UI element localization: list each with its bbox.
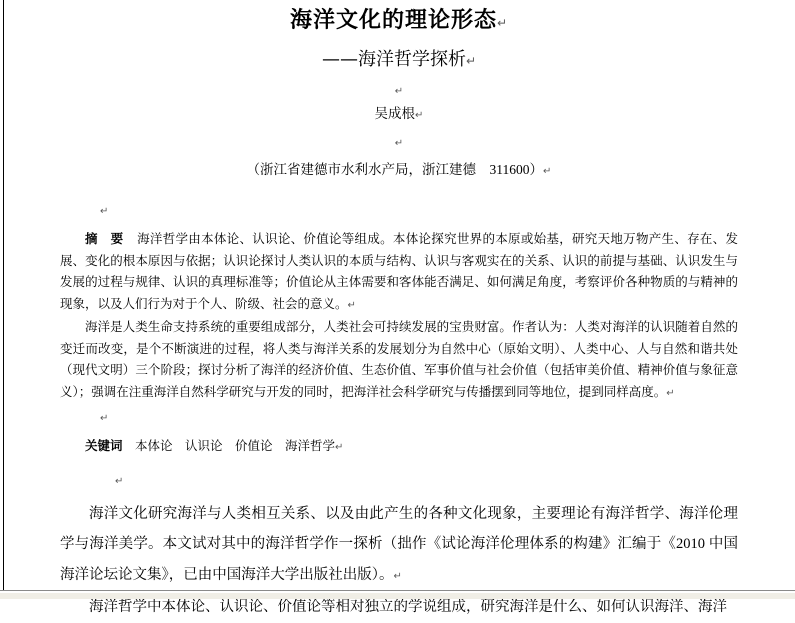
affiliation-line <box>60 161 738 181</box>
affiliation-text: （浙江省建德市水利水产局，浙江建德 311600） <box>246 162 544 177</box>
paragraph-mark-icon: ↵ <box>394 138 404 149</box>
abstract-section <box>60 229 738 405</box>
subtitle-text: ——海洋哲学探析 <box>321 49 466 70</box>
empty-paragraph <box>60 408 738 428</box>
title-text: 海洋文化的理论形态 <box>289 8 497 33</box>
body-section <box>60 499 738 623</box>
abstract-paragraph-1 <box>60 229 738 317</box>
body-text-1: 海洋文化研究海洋与人类相互关系、以及由此产生的各种文化现象，主要理论有海洋哲学、海洋伦理学与海洋美学。本文试对其中的海洋哲学作一探析（拙作《试论海洋伦理体系的构建》汇编于《2010 中国海洋论坛论文集》，已由中国海洋大学出版社出版）。 <box>60 505 738 583</box>
abstract-paragraph-2 <box>60 317 738 405</box>
paragraph-mark-icon: ↵ <box>347 300 356 312</box>
empty-paragraph <box>60 81 738 101</box>
horizontal-scrollbar[interactable] <box>0 590 795 599</box>
keywords-terms: 本体论 认识论 价值论 海洋哲学 <box>135 438 336 453</box>
paragraph-mark-icon: ↵ <box>415 110 424 121</box>
keywords-label: 关键词 <box>85 438 123 453</box>
empty-paragraph <box>60 133 738 153</box>
page-left-border <box>3 0 4 591</box>
paragraph-mark-icon: ↵ <box>335 441 344 453</box>
abstract-label: 摘 要 <box>85 232 124 246</box>
empty-paragraph <box>60 471 738 491</box>
document-subtitle <box>60 48 738 73</box>
author-name: 吴成根 <box>374 106 416 121</box>
paragraph-mark-icon: ↵ <box>666 387 675 399</box>
body-text-2: 海洋哲学中本体论、认识论、价值论等相对独立的学说组成，研究海洋是什么、如何认识海洋、海洋 <box>89 599 727 616</box>
abstract-text-2: 海洋是人类生命支持系统的重要组成部分，人类社会可持续发展的宝贵财富。作者认为：人类对海洋的认识随着自然的变迁而改变，是个不断演进的过程，将人类与海洋关系的发展划分为自然中心（原始文明）、人类中心、人与自然和谐共处（现代文明）三个阶段；探讨分析了海洋的经济价值、生态价值、军事价值与社会价值（包括审美价值、精神价值与象征意义）；强调在注重海洋自然科学研究与开发的同时，把海洋社会科学研究与传播摆到同等地位，提到同样高度。 <box>60 319 738 399</box>
scrollbar-track <box>0 591 795 593</box>
paragraph-mark-icon: ↵ <box>393 570 402 582</box>
empty-paragraph <box>60 201 738 221</box>
paragraph-mark-icon: ↵ <box>100 412 109 424</box>
paragraph-mark-icon: ↵ <box>543 166 552 177</box>
paragraph-mark-icon: ↵ <box>496 16 509 30</box>
paragraph-mark-icon: ↵ <box>465 54 477 68</box>
abstract-text-1: 海洋哲学由本体论、认识论、价值论等组成。本体论探究世界的本原或始基，研究天地万物产生、存在、发展、变化的根本原因与依据；认识论探讨人类认识的本质与结构、认识与客观实在的关系、认识的前提与基础、认识发生与发展的过程与规律、认识的真理标准等；价值论从主体需要和客体能否满足、如何满足角度，考察评价各种物质的与精神的现象，以及人们行为对于个人、阶级、社会的意义。 <box>60 232 738 312</box>
document-title <box>60 6 738 38</box>
paragraph-mark-icon: ↵ <box>100 206 109 217</box>
body-paragraph-1 <box>60 499 738 593</box>
keywords-line <box>60 436 738 458</box>
paragraph-mark-icon: ↵ <box>115 475 124 487</box>
author-line <box>60 105 738 125</box>
paragraph-mark-icon: ↵ <box>394 86 404 97</box>
